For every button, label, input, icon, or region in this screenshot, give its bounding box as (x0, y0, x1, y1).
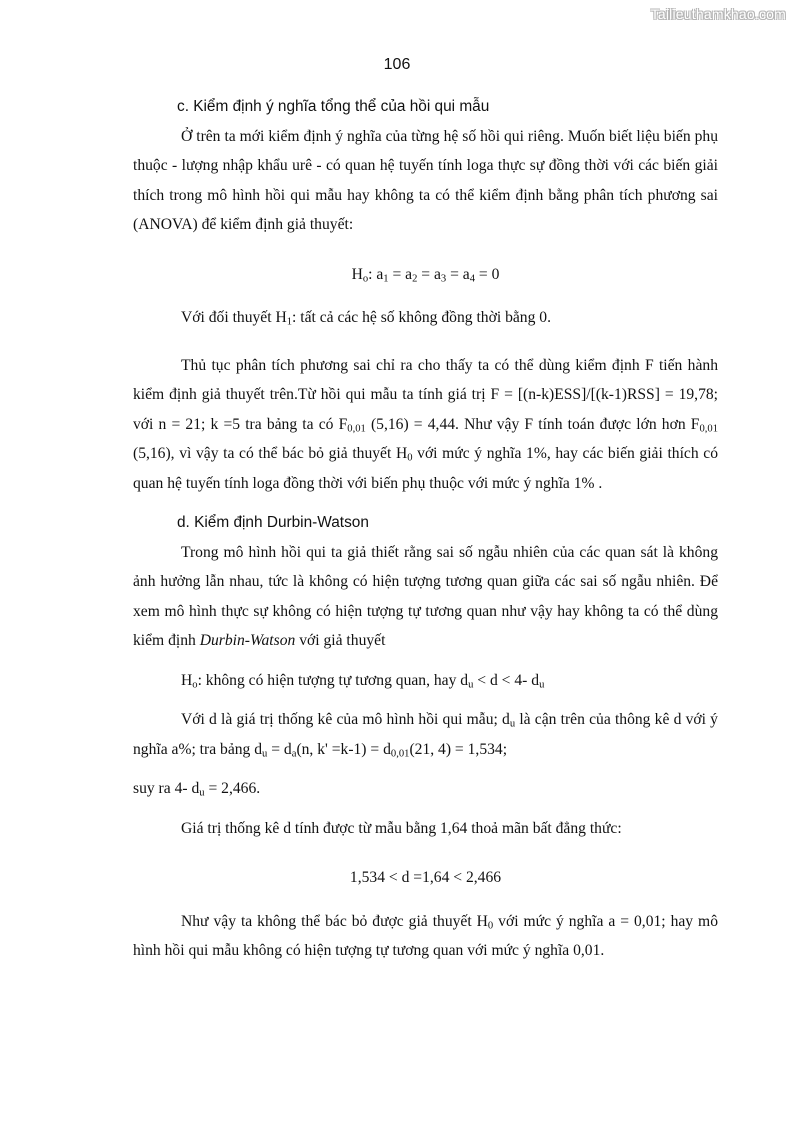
section-d-heading: d. Kiểm định Durbin-Watson (177, 514, 369, 531)
section-d-paragraph-3: suy ra 4- $d_u = 2,466$. (133, 780, 261, 799)
section-d-paragraph-1: Trong mô hình hồi qui ta giả thiết rằng sai số ngẫu nhiên của các quan sát là không ảnh hưởng lẫn nhau, tức là không có hiện tượng tương quan giữa các sai số ngẫu nhiên. Để xem mô hình thực sự không có hiện tượng tự tương quan như vậy hay không ta có thể dùng kiểm định Durbin-Watson với giả thuyết (133, 543, 718, 649)
document-body (133, 92, 718, 966)
section-d-paragraph-2: Với d là giá trị thống kê của mô hình hồi qui mẫu; $d_u$ là cận trên của thông kê d với ý nghĩa a%; tra bảng $d_u = d_a(n$, $k' =k-1) = d_{0,01}(21$, 4) = 1,534; (133, 711, 718, 760)
watermark: Tailieuthamkhao.com (650, 6, 786, 22)
alternative-hypothesis: Với đối thuyết $H_1$: tất cả các hệ số không đồng thời bằng 0. (181, 309, 551, 328)
section-c-paragraph-1: Ở trên ta mới kiểm định ý nghĩa của từng hệ số hồi qui riêng. Muốn biết liệu biến phụ thuộc - lượng nhập khẩu urê - có quan hệ tuyến tính loga thực sự đồng thời với các biến giải thích trong mô hình hồi qui mẫu hay không ta có thể kiểm định bằng phân tích phương sai (ANOVA) để kiểm định giả thuyết: (133, 127, 718, 233)
section-c-heading: c. Kiểm định ý nghĩa tổng thể của hồi qui mẫu (177, 98, 490, 115)
section-c-paragraph-3: Thủ tục phân tích phương sai chỉ ra cho thấy ta có thể dùng kiểm định F tiến hành kiểm định giả thuyết trên.Từ hồi qui mẫu ta tính giá trị F = [(n-k)ESS]/[(k-1)RSS] = 19,78; với n = 21; k =5 tra bảng ta có $F_{0,01}$ (5,16) = 4,44. Như vậy F tính toán được lớn hơn $F_{0,01}$ (5,16), vì vậy ta có thể bác bỏ giả thuyết $H_0$ với mức ý nghĩa 1%, hay các biến giải thích có quan hệ tuyến tính loga đồng thời với biến phụ thuộc với mức ý nghĩa 1% . (133, 356, 719, 492)
section-d-paragraph-4: Giá trị thống kê d tính được từ mẫu bằng 1,64 thoả mãn bất đẳng thức: (181, 819, 622, 837)
null-hypothesis-equation: $H_o$: $a_1 = a_2 = a_3 = a_4 = 0$ (351, 265, 500, 285)
inequality-equation: 1,534 < d =1,64 < 2,466 (349, 869, 502, 886)
page-number: 106 (383, 56, 411, 73)
section-d-paragraph-5: Như vậy ta không thể bác bỏ được giả thuyết $H_0$ với mức ý nghĩa a = 0,01; hay mô hình hồi qui mẫu không có hiện tượng tự tương quan với mức ý nghĩa 0,01. (133, 912, 718, 959)
durbin-watson-hypothesis: $H_o$: không có hiện tượng tự tương quan, hay $d_u < d < 4-$ $d_u$ (181, 671, 545, 691)
